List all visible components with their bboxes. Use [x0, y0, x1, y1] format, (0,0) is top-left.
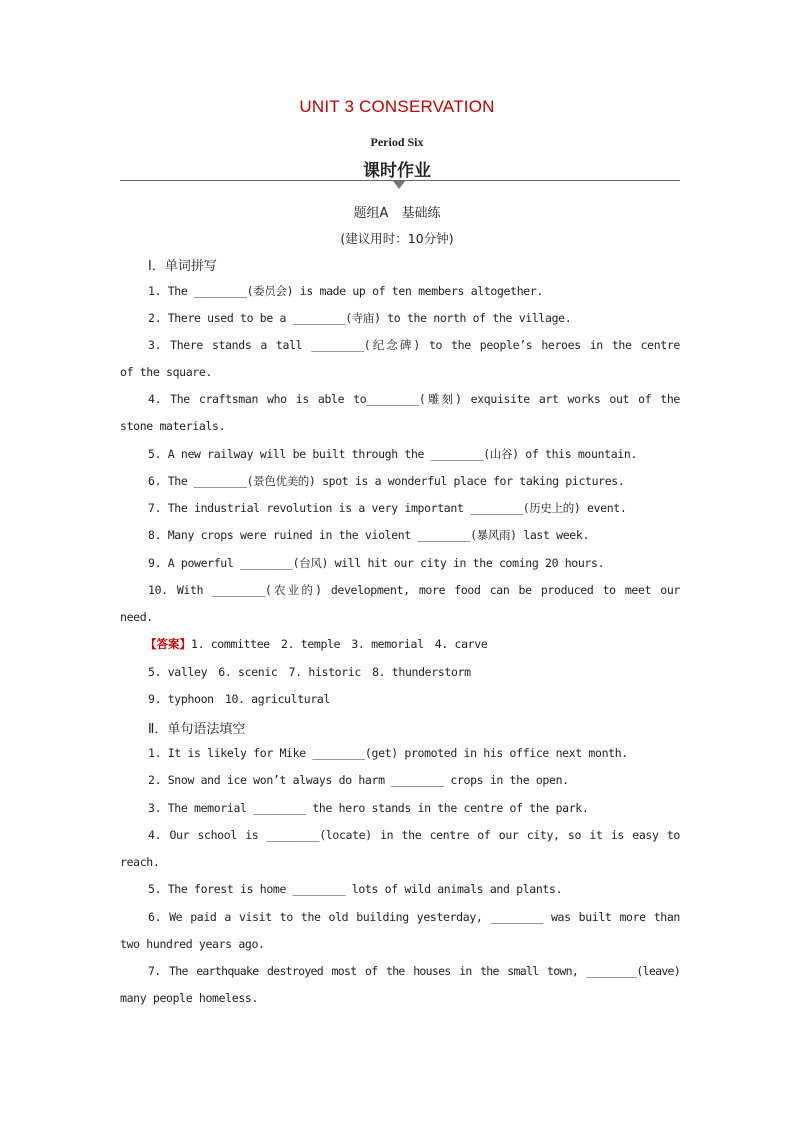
question-line-cont: need.	[120, 610, 153, 624]
question-line: 1. The ________(委员会) is made up of ten members altogether.	[148, 284, 543, 298]
question-line: 3. The memorial ________ the hero stands in the centre of the park.	[148, 801, 589, 815]
section2-heading: Ⅱ．单句语法填空	[148, 722, 246, 737]
question-line: 4. Our school is ________(locate) in the centre of our city, so it is easy to	[148, 828, 680, 842]
question-line: 10. With ________(农业的) development, more food can be produced to meet our	[148, 583, 680, 597]
question-line: 6. The ________(景色优美的) spot is a wonderful place for taking pictures.	[148, 474, 625, 488]
question-line: 7. The industrial revolution is a very important ________(历史上的) event.	[148, 501, 627, 515]
homework-title: 课时作业	[363, 161, 431, 181]
question-line: 9. A powerful ________(台风) will hit our city in the coming 20 hours.	[148, 556, 605, 570]
answer-line: 9. typhoon 10. agricultural	[148, 692, 331, 706]
question-line: 1. It is likely for Mike ________(get) promoted in his office next month.	[148, 746, 628, 760]
question-line: 6. We paid a visit to the old building yesterday, ________ was built more than	[148, 910, 680, 924]
question-line: 4. The craftsman who is able to________(雕刻) exquisite art works out of the	[148, 392, 680, 406]
question-line: 3. There stands a tall ________(纪念碑) to the people’s heroes in the centre	[148, 338, 680, 352]
question-line: 7. The earthquake destroyed most of the houses in the small town, ________(leave)	[148, 964, 680, 978]
question-line-cont: stone materials.	[120, 419, 226, 433]
question-line-cont: reach.	[120, 855, 160, 869]
question-line-cont: of the square.	[120, 365, 213, 379]
section1-heading: Ⅰ．单词拼写	[148, 259, 217, 274]
answer-text: 1. committee 2. temple 3. memorial 4. carve	[191, 637, 488, 651]
question-line: 5. A new railway will be built through the ________(山谷) of this mountain.	[148, 447, 638, 461]
group-title: 题组A 基础练	[353, 206, 441, 221]
question-line: 2. There used to be a ________(寺庙) to the north of the village.	[148, 311, 572, 325]
answer-line: 5. valley 6. scenic 7. historic 8. thunderstorm	[148, 665, 471, 679]
question-line-cont: many people homeless.	[120, 991, 259, 1005]
question-line-cont: two hundred years ago.	[120, 937, 265, 951]
question-line: 8. Many crops were ruined in the violent ________(暴风雨) last week.	[148, 528, 590, 542]
divider-arrow-icon	[393, 181, 405, 189]
unit-title: UNIT 3 CONSERVATION	[299, 97, 495, 116]
time-note: (建议用时：10分钟)	[340, 231, 454, 246]
question-line: 2. Snow and ice won’t always do harm ________ crops in the open.	[148, 773, 569, 787]
answer-tag: 【答案】	[145, 637, 191, 651]
period-label: Period Six	[370, 135, 424, 149]
answer-line	[120, 637, 680, 652]
question-line: 5. The forest is home ________ lots of wild animals and plants.	[148, 882, 563, 896]
